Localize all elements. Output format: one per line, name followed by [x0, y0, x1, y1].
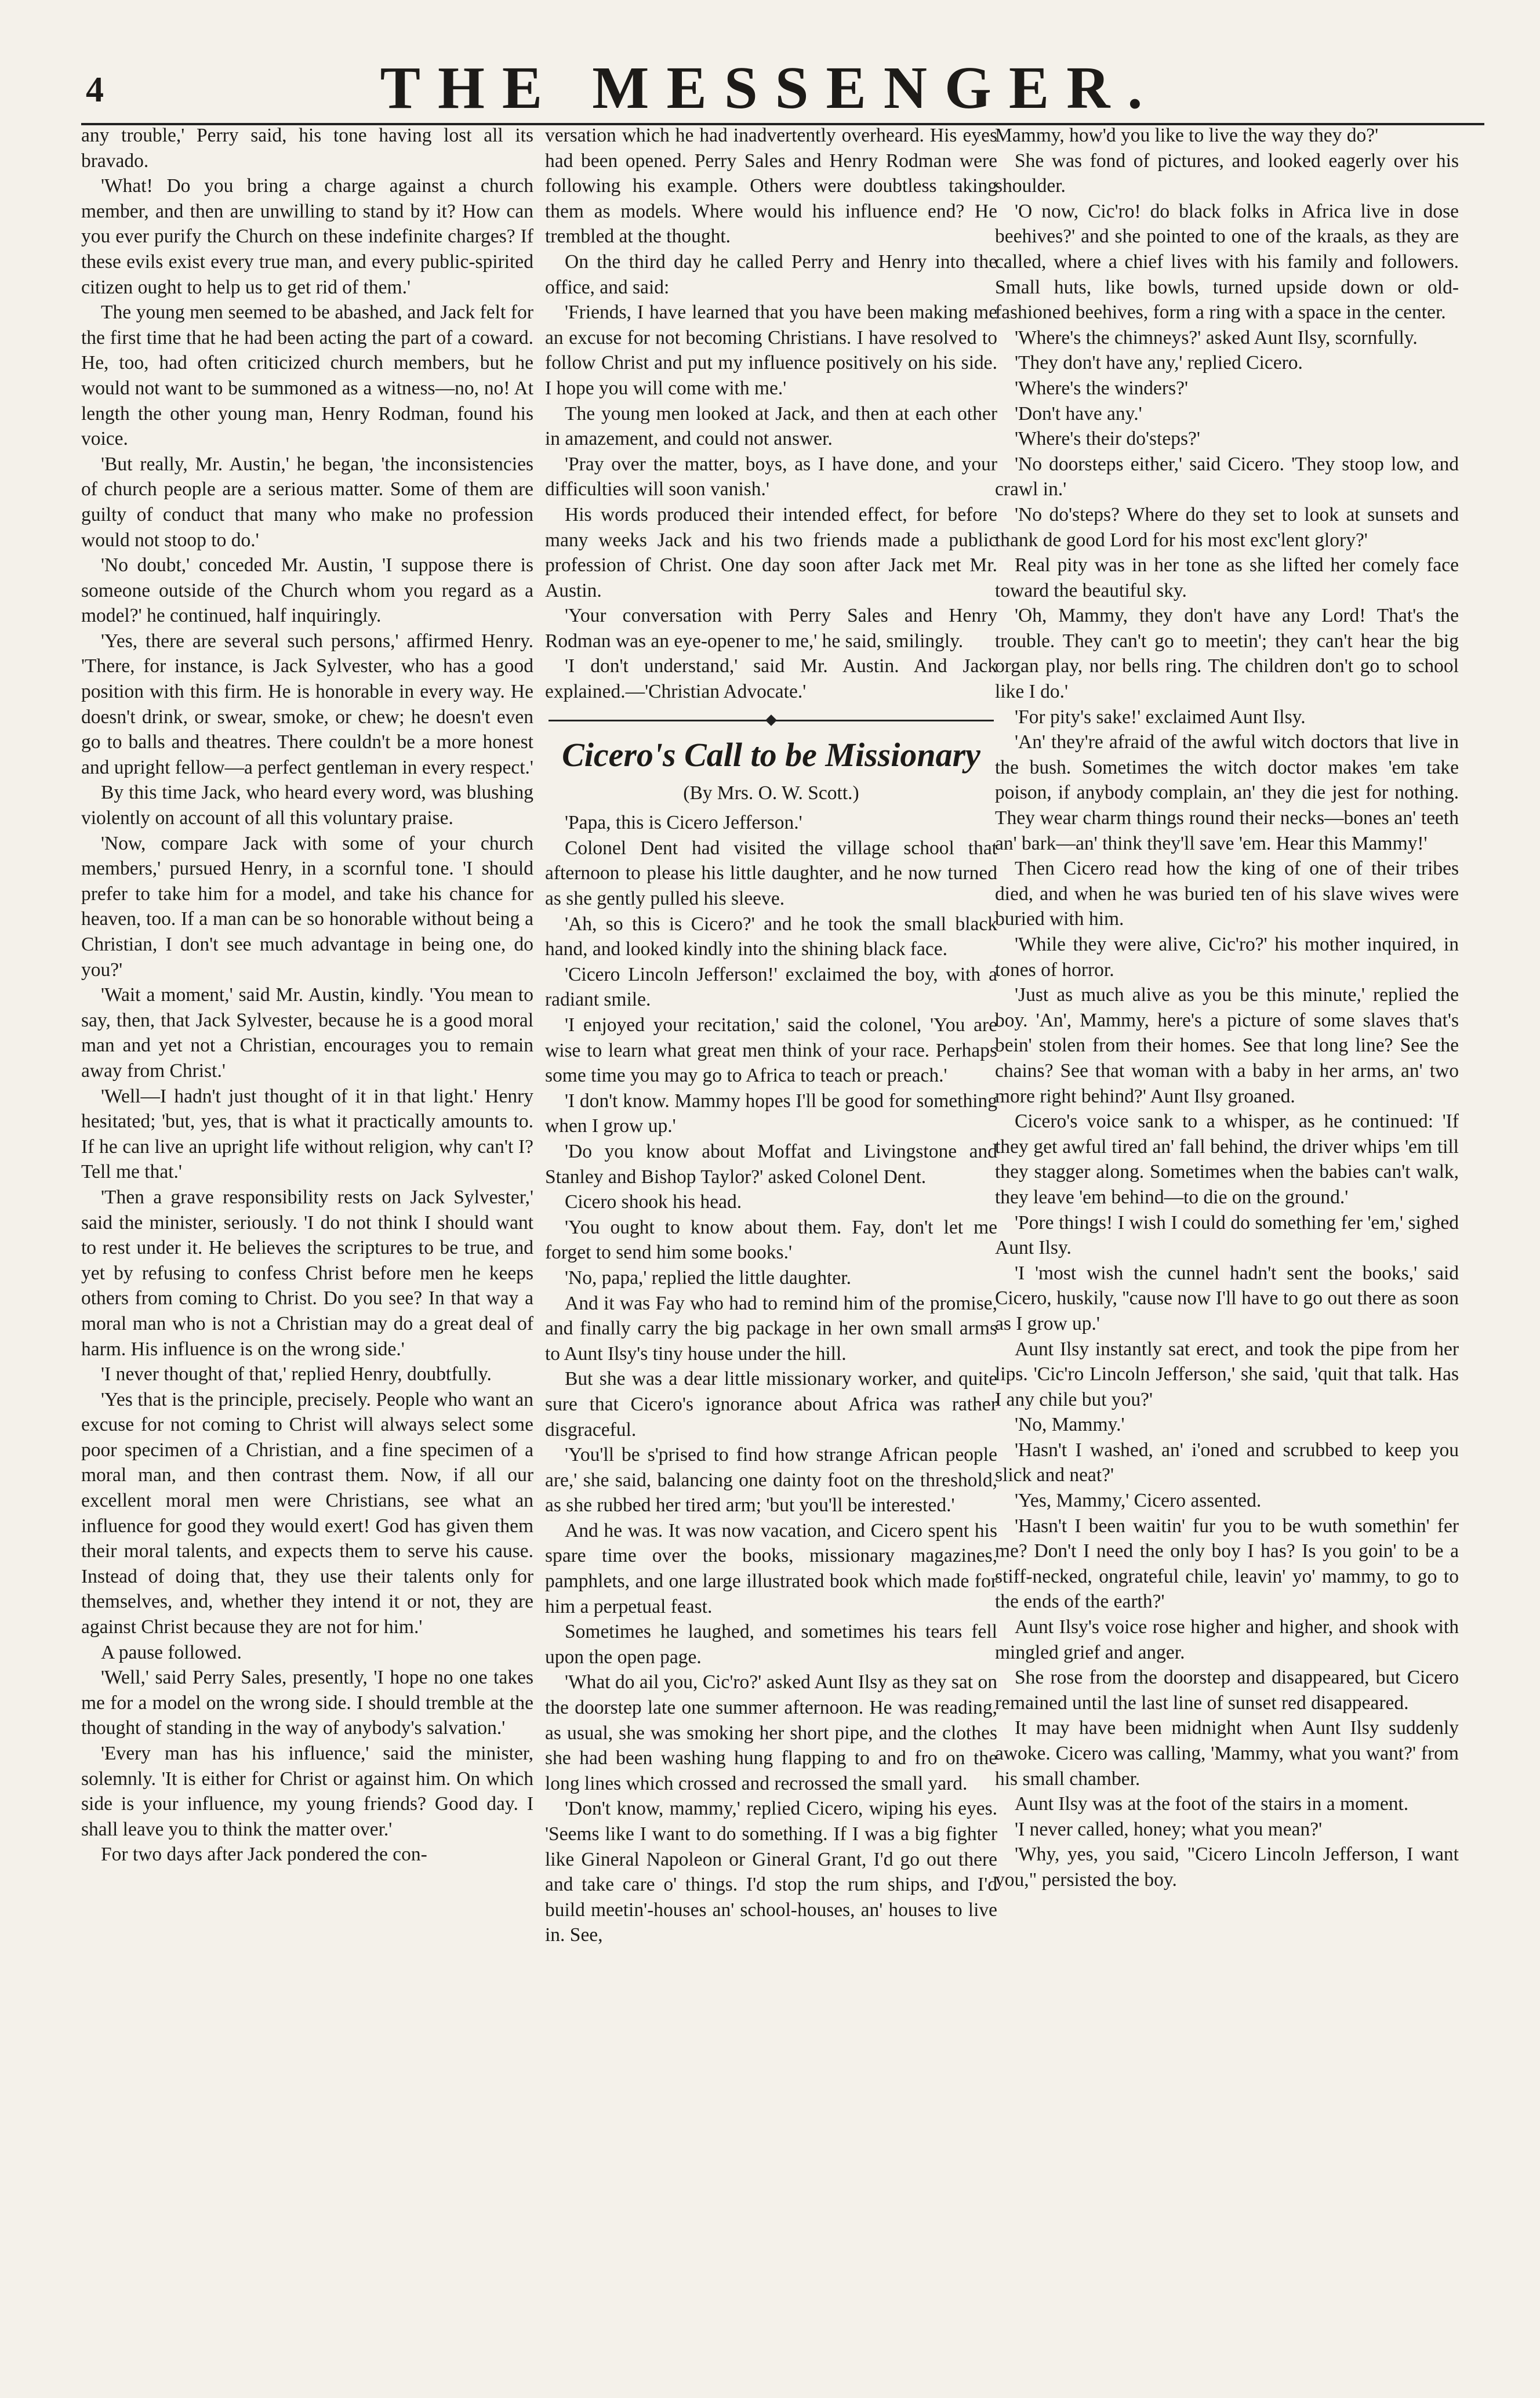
paragraph: any trouble,' Perry said, his tone having lost all its bravado.: [81, 125, 533, 172]
paragraph: And it was Fay who had to remind him of the promise, and finally carry the big package in her own small arms to Aunt Ilsy's tiny house under the hill.: [545, 1292, 997, 1365]
article-headline: Cicero's Call to be Missionary: [562, 735, 980, 774]
paragraph: 'Why, yes, you said, "Cicero Lincoln Jefferson, I want you," persisted the boy.: [995, 1844, 1459, 1891]
paragraph: 'Your conversation with Perry Sales and Henry Rodman was an eye-opener to me,' he said, smilingly.: [545, 605, 997, 652]
paragraph: A pause followed.: [101, 1641, 242, 1663]
paragraph: 'Just as much alive as you be this minute,' replied the boy. 'An', Mammy, here's a picture of some slaves that's bein' stolen from their homes. See that long line? See the chains? See that woman with a baby in her arms, an' two more right behind?' Aunt Ilsy groaned.: [995, 984, 1459, 1107]
paragraph: And he was. It was now vacation, and Cicero spent his spare time over the books, missionary magazines, pamphlets, and one large illustrated book which made for him a perpetual feast.: [545, 1519, 997, 1617]
paragraph: 'Where's the winders?': [1015, 377, 1189, 399]
paragraph: On the third day he called Perry and Henry into the office, and said:: [545, 251, 997, 298]
column-2: [545, 123, 997, 2385]
paragraph: 'Well—I hadn't just thought of it in that light.' Henry hesitated; 'but, yes, that is what it practically amounts to. If he can live an upright life without religion, why can't I? Tell me that.': [81, 1085, 533, 1183]
paragraph: 'Where's their do'steps?': [1015, 428, 1200, 450]
paragraph: 'I don't know. Mammy hopes I'll be good for something when I grow up.': [545, 1090, 997, 1137]
paragraph: The young men looked at Jack, and then at each other in amazement, and could not answer.: [545, 402, 997, 450]
paragraph: 'Where's the chimneys?' asked Aunt Ilsy, scornfully.: [1015, 326, 1418, 349]
paragraph: 'You'll be s'prised to find how strange African people are,' she said, balancing one dainty foot on the threshold, as she rubbed her tired arm; 'but you'll be interested.': [545, 1444, 997, 1517]
paragraph: 'Now, compare Jack with some of your church members,' pursued Henry, in a scornful tone. 'I should prefer to take him for a model, and take his chance for heaven, too. If a man can be so honorable without being a Christian, I don't see much advantage in being one, do you?': [81, 832, 533, 981]
article-byline: (By Mrs. O. W. Scott.): [683, 782, 859, 804]
paragraph: 'O now, Cic'ro! do black folks in Africa live in dose beehives?' and she pointed to one of the kraals, as they are called, where a chief lives with his family and followers. Small huts, like bowls, turned upside down or old-fashioned beehives, form a ring with a space in the center.: [995, 200, 1459, 324]
paragraph: 'Hasn't I washed, an' i'oned and scrubbed to keep you slick and neat?': [995, 1439, 1459, 1486]
paragraph: But she was a dear little missionary worker, and quite sure that Cicero's ignorance about Africa was rather disgraceful.: [545, 1368, 997, 1441]
paragraph: Real pity was in her tone as she lifted her comely face toward the beautiful sky.: [995, 554, 1459, 601]
paragraph: 'Yes, there are several such persons,' affirmed Henry. 'There, for instance, is Jack Sylvester, who has a good position with this firm. He is honorable in every way. He doesn't drink, or swear, smoke, or chew; he doesn't even go to balls and theatres. There couldn't be a more honest and upright fellow—a perfect gentleman in every respect.': [81, 630, 533, 778]
paragraph: Aunt Ilsy was at the foot of the stairs in a moment.: [1015, 1793, 1409, 1815]
paragraph: 'But really, Mr. Austin,' he began, 'the inconsistencies of church people are a serious matter. Some of them are guilty of conduct that many who make no profession would not stoop to do.': [81, 453, 533, 551]
paragraph: 'Don't know, mammy,' replied Cicero, wiping his eyes. 'Seems like I want to do something. If I was a big fighter like Gineral Napoleon or Gineral Grant, I'd go out there and take care o' things. I'd stop the rum ships, and I'd build meetin'-houses an' school-houses, an' houses to live in. See,: [545, 1798, 997, 1946]
paragraph: 'An' they're afraid of the awful witch doctors that live in the bush. Sometimes the witch doctor makes 'em take poison, if anybody complain, an' they die jest for nothing. They wear charm things round their necks—bones an' teeth an' bark—an' think they'll save 'em. Hear this Mammy!': [995, 731, 1459, 854]
paragraph: The young men seemed to be abashed, and Jack felt for the first time that he had been acting the part of a coward. He, too, had often criticized church members, but he would not want to be summoned as a witness—no, no! At length the other young man, Henry Rodman, found his voice.: [81, 302, 533, 450]
paragraph: 'Pray over the matter, boys, as I have done, and your difficulties will soon vanish.': [545, 453, 997, 500]
paragraph: 'Wait a moment,' said Mr. Austin, kindly. 'You mean to say, then, that Jack Sylvester, because he is a good moral man and yet not a Christian, encourages you to remain away from Christ.': [81, 984, 533, 1082]
paragraph: 'Don't have any.': [1015, 402, 1142, 425]
column-2-article-continuation: [545, 123, 997, 705]
article-separator: [549, 720, 994, 721]
paragraph: 'No doubt,' conceded Mr. Austin, 'I suppose there is someone outside of the Church whom you regard as a model?' he continued, half inquiringly.: [81, 554, 533, 627]
paragraph: 'Papa, this is Cicero Jefferson.': [565, 812, 802, 834]
paragraph: 'Pore things! I wish I could do something fer 'em,' sighed Aunt Ilsy.: [995, 1211, 1459, 1259]
paragraph: 'I 'most wish the cunnel hadn't sent the books,' said Cicero, huskily, ''cause now I'll have to go out there as soon as I grow up.': [995, 1262, 1459, 1334]
paragraph: 'No doorsteps either,' said Cicero. 'They stoop low, and crawl in.': [995, 453, 1459, 500]
paragraph: 'Every man has his influence,' said the minister, solemnly. 'It is either for Christ or against him. On which side is your influence, my young friends? Good day. I shall leave you to think the matter over.': [81, 1743, 533, 1840]
paragraph: 'They don't have any,' replied Cicero.: [1015, 352, 1303, 374]
paragraph: 'You ought to know about them. Fay, don't let me forget to send him some books.': [545, 1216, 997, 1264]
paragraph: She was fond of pictures, and looked eagerly over his shoulder.: [995, 150, 1459, 197]
paragraph: Sometimes he laughed, and sometimes his tears fell upon the open page.: [545, 1621, 997, 1668]
paragraph: 'While they were alive, Cic'ro?' his mother inquired, in tones of horror.: [995, 934, 1459, 981]
column-3: [995, 123, 1459, 2385]
paragraph: Colonel Dent had visited the village school that afternoon to please his little daughter, and he now turned as she gently pulled his sleeve.: [545, 837, 997, 910]
paragraph: Cicero's voice sank to a whisper, as he continued: 'If they get awful tired an' fall behind, the driver whips 'em till they stagger along. Sometimes when the babies can't walk, they leave 'em behind—to die on the ground.': [995, 1111, 1459, 1208]
paragraph: 'I never called, honey; what you mean?': [1015, 1818, 1323, 1840]
paragraph: 'Oh, Mammy, they don't have any Lord! That's the trouble. They can't go to meetin'; they can't hear the big organ play, nor bells ring. The children don't go to school like I do.': [995, 605, 1459, 703]
column-2-article-body: [545, 810, 997, 1948]
paragraph: 'Yes, Mammy,' Cicero assented.: [1015, 1490, 1262, 1512]
paragraph: 'I enjoyed your recitation,' said the colonel, 'You are wise to learn what great men think of your race. Perhaps some time you may go to Africa to teach or preach.': [545, 1014, 997, 1087]
paragraph: By this time Jack, who heard every word, was blushing violently on account of all this voluntary praise.: [81, 782, 533, 829]
paragraph: She rose from the doorstep and disappeared, but Cicero remained until the last line of sunset red disappeared.: [995, 1667, 1459, 1714]
masthead: THE MESSENGER.: [380, 55, 1160, 121]
column-1: [81, 123, 533, 2385]
paragraph: 'No, Mammy.': [1015, 1414, 1125, 1436]
paragraph: 'Ah, so this is Cicero?' and he took the small black hand, and looked kindly into the shining black face.: [545, 913, 997, 960]
paragraph: 'Cicero Lincoln Jefferson!' exclaimed the boy, with a radiant smile.: [545, 963, 997, 1011]
paragraph: 'Hasn't I been waitin' fur you to be wuth somethin' fer me? Don't I need the only boy I has? Is you goin' to be a stiff-necked, ongrateful chile, leavin' yo' mammy, to go to the ends of the earth?': [995, 1515, 1459, 1613]
paragraph: Mammy, how'd you like to live the way they do?': [995, 125, 1379, 146]
paragraph: Then Cicero read how the king of one of their tribes died, and when he was buried ten of his slave wives were buried with him.: [995, 858, 1459, 930]
paragraph: For two days after Jack pondered the con-: [101, 1844, 427, 1866]
paragraph: His words produced their intended effect, for before many weeks Jack and his two friends made a public profession of Christ. One day soon after Jack met Mr. Austin.: [545, 503, 997, 601]
paragraph: 'Then a grave responsibility rests on Jack Sylvester,' said the minister, seriously. 'I do not think I should want to rest under it. He believes the scriptures to be true, and yet by refusing to confess Christ before men he keeps others from coming to Christ. Do you see? In that way a moral man who is not a Christian may do a great deal of harm. His influence is on the wrong side.': [81, 1186, 533, 1360]
paragraph: It may have been midnight when Aunt Ilsy suddenly awoke. Cicero was calling, 'Mammy, what you want?' from his small chamber.: [995, 1717, 1459, 1790]
paragraph: 'Do you know about Moffat and Livingstone and Stanley and Bishop Taylor?' asked Colonel Dent.: [545, 1140, 997, 1188]
paragraph: 'Yes that is the principle, precisely. People who want an excuse for not coming to Christ will always select some poor specimen of a Christian, and a fine specimen of a moral man, and then contrast them. Now, if all our excellent moral men were Christians, see what an influence for good they would exert! God has given them their moral talents, and expects them to serve his cause. Instead of doing that, they use their talents only for themselves, and, whether they intend it or not, they are against Christ because they are not for him.': [81, 1388, 533, 1638]
paragraph: Aunt Ilsy's voice rose higher and higher, and shook with mingled grief and anger.: [995, 1616, 1459, 1663]
paragraph: 'I never thought of that,' replied Henry, doubtfully.: [101, 1363, 492, 1385]
paragraph: 'No do'steps? Where do they set to look at sunsets and thank de good Lord for his most exc'lent glory?': [995, 503, 1459, 551]
paragraph: 'No, papa,' replied the little daughter.: [565, 1267, 851, 1289]
paragraph: Aunt Ilsy instantly sat erect, and took the pipe from her lips. 'Cic'ro Lincoln Jefferson,' she said, 'quit that talk. Has I any chile but you?': [995, 1338, 1459, 1410]
paragraph: 'What do ail you, Cic'ro?' asked Aunt Ilsy as they sat on the doorstep late one summer afternoon. He was reading, as usual, she was smoking her short pipe, and the clothes she had been washing hung flapping to and fro on the long lines which crossed and recrossed the small yard.: [545, 1671, 997, 1794]
paragraph: 'What! Do you bring a charge against a church member, and then are unwilling to stand by it? How can you ever purify the Church on these indefinite charges? If these evils exist every true man, and every public-spirited citizen ought to help us to get rid of them.': [81, 175, 533, 298]
paragraph: 'Well,' said Perry Sales, presently, 'I hope no one takes me for a model on the wrong side. I should tremble at the thought of standing in the way of anybody's salvation.': [81, 1667, 533, 1739]
paragraph: 'For pity's sake!' exclaimed Aunt Ilsy.: [1015, 706, 1306, 728]
page-number: 4: [86, 70, 104, 110]
paragraph: versation which he had inadvertently overheard. His eyes had been opened. Perry Sales and Henry Rodman were following his example. Others were doubtless taking them as models. Where would his influence end? He trembled at the thought.: [545, 125, 997, 248]
paragraph: Cicero shook his head.: [565, 1191, 742, 1213]
paragraph: 'I don't understand,' said Mr. Austin. And Jack explained.—'Christian Advocate.': [545, 655, 997, 703]
paragraph: 'Friends, I have learned that you have been making me an excuse for not becoming Christians. I have resolved to follow Christ and put my influence positively on his side. I hope you will come with me.': [545, 302, 997, 399]
